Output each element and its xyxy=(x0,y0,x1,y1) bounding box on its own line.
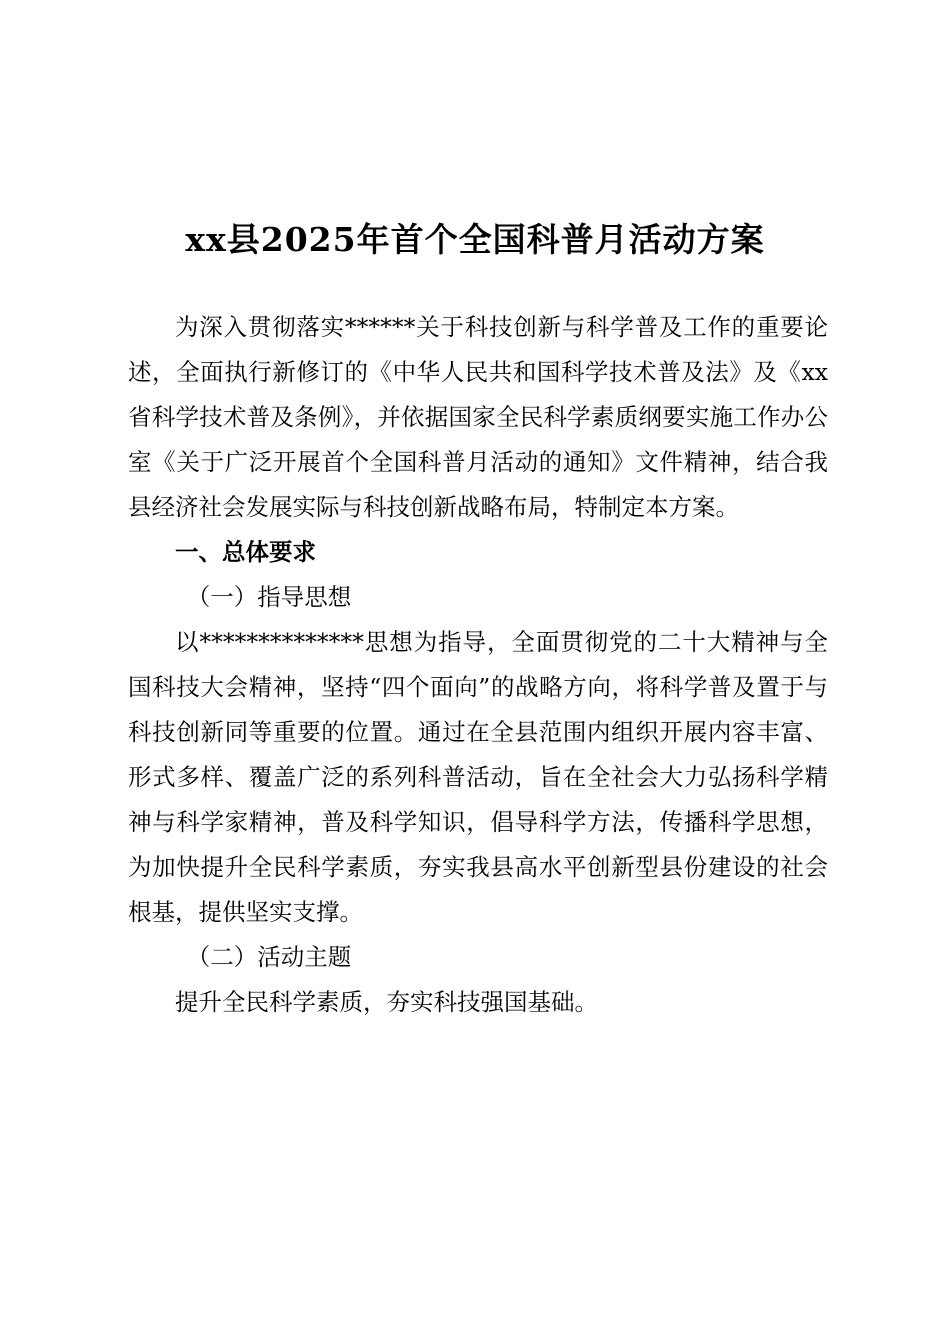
subsection-heading-guiding-ideology: （一）指导思想 xyxy=(186,583,352,611)
document-title: xx县2025年首个全国科普月活动方案 xyxy=(185,220,765,259)
guiding-ideology-paragraph: 以**************思想为指导，全面贯彻党的二十大精神与全国科技大会精神，坚持“四个面向”的战略方向，将科学普及置于与科技创新同等重要的位置。通过在全县范围内组织开展内容丰富、形式多样、覆盖广泛的系列科普活动，旨在全社会大力弘扬科学精神与科学家精神，普及科学知识，倡导科学方法，传播科学思想，为加快提升全民科学素质，夯实我县高水平创新型县份建设的社会根基，提供坚实支撑。 xyxy=(128,628,828,926)
section-heading-overall-requirements: 一、总体要求 xyxy=(175,538,316,566)
document-body xyxy=(128,305,828,1025)
activity-theme-paragraph: 提升全民科学素质，夯实科技强国基础。 xyxy=(175,988,598,1016)
intro-paragraph: 为深入贯彻落实******关于科技创新与科学普及工作的重要论述，全面执行新修订的《中华人民共和国科学技术普及法》及《xx省科学技术普及条例》，并依据国家全民科学素质纲要实施工作办公室《关于广泛开展首个全国科普月活动的通知》文件精神，结合我县经济社会发展实际与科技创新战略布局，特制定本方案。 xyxy=(128,313,828,521)
subsection-heading-activity-theme: （二）活动主题 xyxy=(186,943,352,971)
